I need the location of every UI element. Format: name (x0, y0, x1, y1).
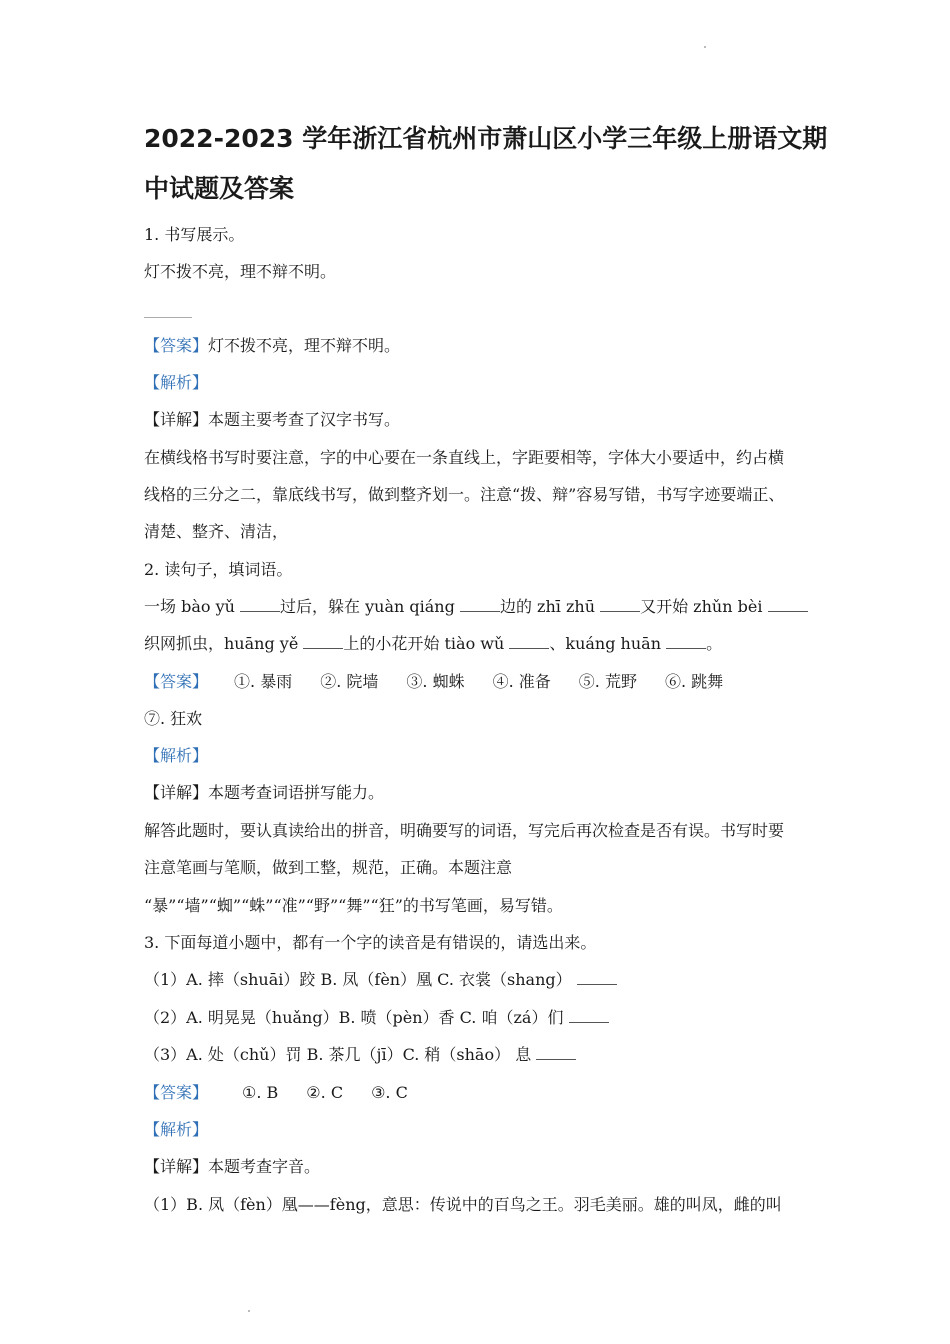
q3-answer-item: ①. B (242, 1083, 279, 1102)
fill-blank (569, 1008, 609, 1023)
fill-blank (509, 634, 549, 649)
q1-detail-row (144, 409, 834, 431)
q3-item-text: （3）A. 处（chǔ）罚 B. 茶几（jī）C. 稍（shāo） 息 (144, 1045, 537, 1064)
fill-blank (600, 597, 640, 612)
q3-item-2 (144, 1007, 834, 1029)
q1-explain-1: 在横线格书写时要注意，字的中心要在一条直线上，字距要相等，字体大小要适中，约占横 (144, 448, 785, 467)
scan-dot (704, 46, 706, 48)
q2-text: 边的 zhī zhū (499, 597, 601, 616)
fill-blank (303, 634, 343, 649)
q2-stem: 2. 读句子，填词语。 (144, 560, 293, 579)
answer-label: 【答案】 (144, 672, 209, 691)
page-title-line2: 中试题及答案 (144, 174, 295, 203)
q1-blank: ______ (144, 299, 192, 318)
detail-label: 【详解】 (144, 410, 209, 429)
detail-label: 【详解】 (144, 783, 209, 802)
q2-sentence-2 (144, 633, 834, 655)
q2-detail: 本题考查词语拼写能力。 (208, 783, 385, 802)
q3-detail: 本题考查字音。 (208, 1157, 321, 1176)
q3-item-3 (144, 1044, 834, 1066)
q2-answer-item: ⑥. 跳舞 (664, 672, 724, 691)
answer-label: 【答案】 (144, 336, 209, 355)
q3-stem: 3. 下面每道小题中，都有一个字的读音是有错误的，请选出来。 (144, 933, 597, 952)
q3-answer-row (144, 1082, 834, 1104)
answer-label: 【答案】 (144, 1083, 209, 1102)
q1-text: 灯不拨不亮，理不辩不明。 (144, 262, 337, 281)
q2-explain-2: 注意笔画与笔顺，做到工整，规范，正确。本题注意 (144, 858, 513, 877)
q3-item-text: （1）A. 摔（shuāi）跤 B. 凤（fèn）凰 C. 衣裳（shang） (144, 970, 577, 989)
fill-blank (666, 634, 706, 649)
q2-answer-item: ②. 院墙 (320, 672, 379, 691)
q3-answer-item: ②. C (306, 1083, 344, 1102)
fill-blank (768, 597, 808, 612)
fill-blank (536, 1045, 576, 1060)
detail-label: 【详解】 (144, 1157, 209, 1176)
q2-text: 、kuáng huān (549, 634, 667, 653)
q2-answer-7: ⑦. 狂欢 (144, 709, 203, 728)
q3-detail-row (144, 1156, 834, 1178)
q2-text: 又开始 zhǔn bèi (640, 597, 768, 616)
q3-answer-item: ③. C (371, 1083, 408, 1102)
q2-answer-item: ④. 准备 (492, 672, 551, 691)
q1-answer: 灯不拨不亮，理不辩不明。 (208, 336, 401, 355)
fill-blank (460, 597, 500, 612)
q3-explain-1: （1）B. 凤（fèn）凰——fèng，意思：传说中的百鸟之王。羽毛美丽。雄的叫凤，雌的叫 (144, 1195, 782, 1214)
q1-analysis-label: 【解析】 (144, 373, 209, 392)
q2-text: 过后，躲在 yuàn qiáng (280, 597, 460, 616)
q2-answer-row (144, 671, 834, 693)
fill-blank (577, 970, 617, 985)
q1-explain-2: 线格的三分之二，靠底线书写，做到整齐划一。注意“拨、辩”容易写错，书写字迹要端正、 (144, 485, 785, 504)
q2-text: 织网抓虫，huāng yě (144, 634, 304, 653)
fill-blank (240, 597, 280, 612)
q2-answer-item: ⑤. 荒野 (578, 672, 637, 691)
q1-explain-3: 清楚、整齐、清洁， (144, 522, 289, 541)
q1-detail: 本题主要考查了汉字书写。 (208, 410, 401, 429)
scan-dot (248, 1310, 250, 1312)
page-title-line1: 2022-2023 学年浙江省杭州市萧山区小学三年级上册语文期 (144, 124, 828, 153)
q3-analysis-label: 【解析】 (144, 1120, 209, 1139)
q1-stem: 1. 书写展示。 (144, 225, 245, 244)
q1-answer-row (144, 335, 834, 357)
q2-answer-item: ③. 蜘蛛 (406, 672, 465, 691)
q2-text: 上的小花开始 tiào wǔ (343, 634, 510, 653)
q2-answer-item: ①. 暴雨 (234, 672, 293, 691)
q2-text: 。 (706, 634, 723, 653)
q2-detail-row (144, 782, 834, 804)
q3-item-1 (144, 969, 834, 991)
q2-explain-3: “暴”“墙”“蜘”“蛛”“准”“野”“舞”“狂”的书写笔画，易写错。 (144, 896, 563, 915)
q2-text: 一场 bào yǔ (144, 597, 241, 616)
q3-item-text: （2）A. 明晃晃（huǎng）B. 喷（pèn）香 C. 咱（zá）们 (144, 1008, 569, 1027)
q2-sentence-1 (144, 596, 834, 618)
q2-analysis-label: 【解析】 (144, 746, 209, 765)
q2-explain-1: 解答此题时，要认真读给出的拼音，明确要写的词语，写完后再次检查是否有误。书写时要 (144, 821, 785, 840)
